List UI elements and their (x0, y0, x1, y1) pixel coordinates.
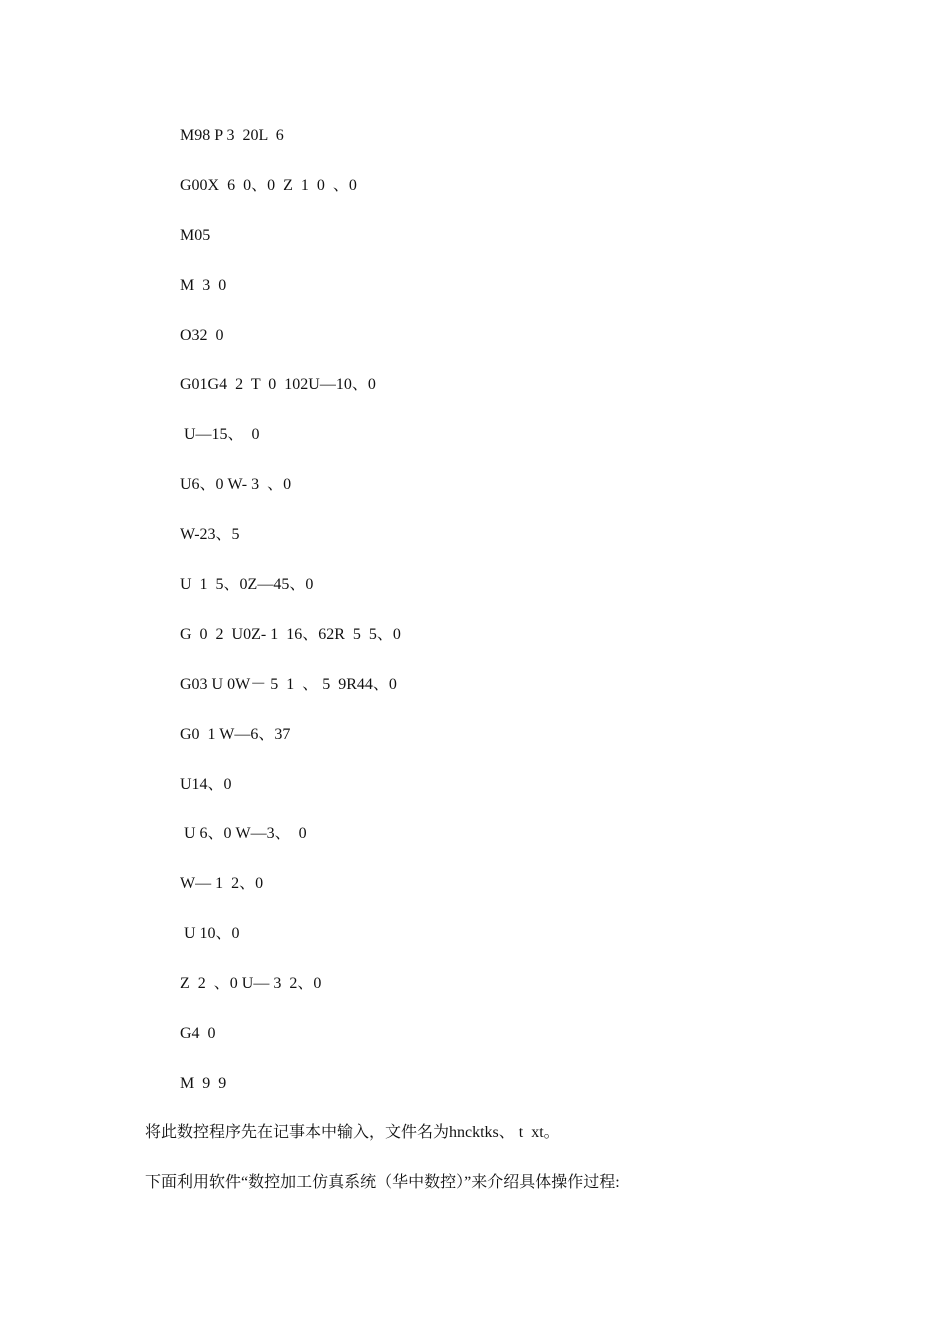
code-line: W-23、5 (180, 526, 240, 544)
instruction-paragraph: 将此数控程序先在记事本中输入，文件名为hncktks、 t xt。 (145, 1124, 560, 1141)
code-line: U 10、0 (180, 925, 240, 943)
code-line: G00X 6 0、0 Z 1 0 、0 (180, 176, 357, 194)
code-line: M98 P 3 20L 6 (180, 127, 284, 144)
code-line: W— 1 2、0 (180, 875, 264, 893)
code-line: O32 0 (180, 326, 224, 344)
code-line: Z 2 、0 U— 3 2、0 (180, 975, 322, 993)
nc-program-listing (180, 125, 401, 1123)
code-line: M 9 9 (180, 1074, 227, 1092)
code-line: U—15、 0 (180, 426, 260, 444)
code-line: G03 U 0W－ 5 1 、 5 9R44、0 (180, 675, 397, 693)
code-line: U6、0 W- 3 、0 (180, 476, 292, 494)
code-line: U 1 5、0Z—45、0 (180, 576, 314, 594)
code-line: M05 (180, 226, 211, 244)
code-line: G0 1 W—6、37 (180, 725, 291, 743)
code-line: G4 0 (180, 1025, 216, 1043)
intro-paragraph: 下面利用软件“数控加工仿真系统（华中数控）”来介绍具体操作过程: (145, 1174, 620, 1191)
code-line: U14、0 (180, 775, 232, 793)
code-line: G01G4 2 T 0 102U—10、0 (180, 376, 376, 394)
code-line: U 6、0 W—3、 0 (180, 825, 307, 843)
code-line: M 3 0 (180, 276, 227, 294)
code-line: G 0 2 U0Z- 1 16、62R 5 5、0 (180, 625, 401, 643)
